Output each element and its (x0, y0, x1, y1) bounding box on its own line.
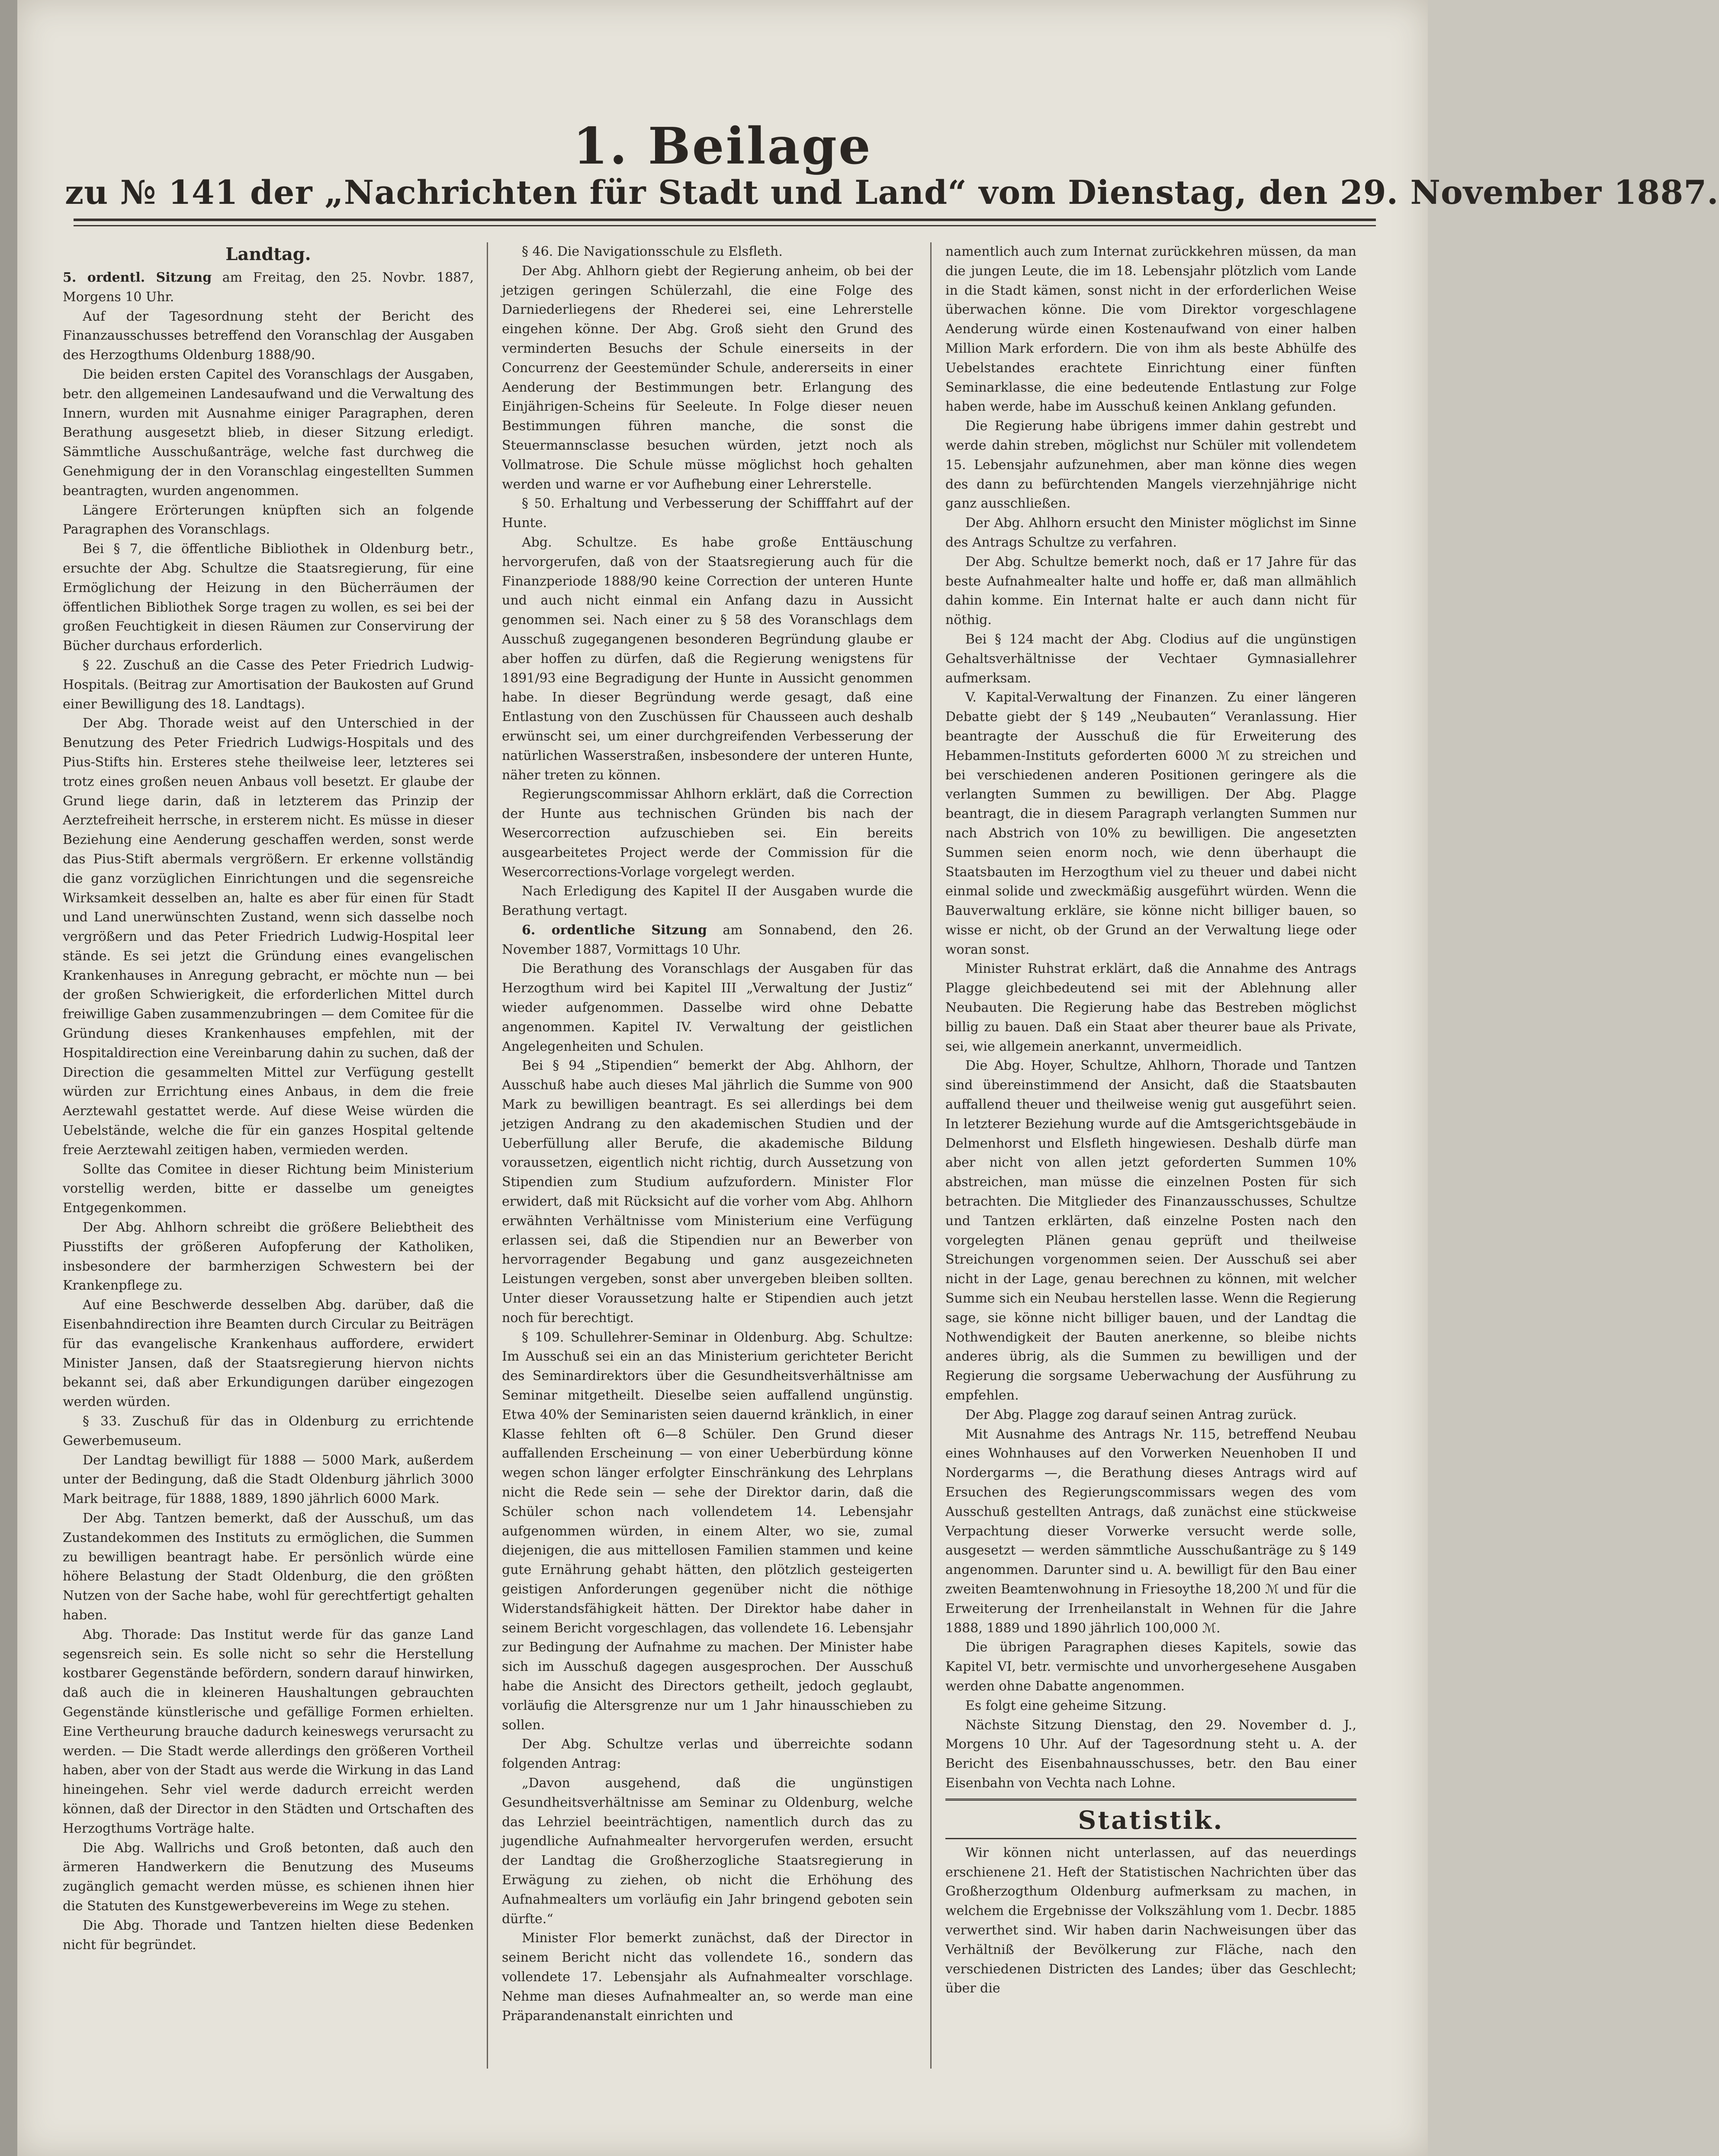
paragraph: Der Abg. Plagge zog darauf seinen Antrag zurück. (965, 1407, 1297, 1422)
paragraph: § 109. Schullehrer-Seminar in Oldenburg. Abg. Schultze: Im Ausschuß sei ein an das Ministerium gerichteter Bericht des Seminardirektors über die Gesundheitsverhältnisse am Seminar mitgetheilt. Dieselbe seien auffallend ungünstig. Etwa 40% der Seminaristen seien dauernd kränklich, in einer Klasse fehlten oft 6—8 Schüler. Den Grund dieser auffallenden Erscheinung — von einer Ueberbürdung könne wegen schon länger erfolgter Einschränkung des Lehrplans nicht die Rede sein — sehe der Direktor darin, daß die Schüler schon nach vollendetem 14. Lebensjahr aufgenommen würden, in einem Alter, wo sie, zumal diejenigen, die aus mittellosen Familien stammen und keine gute Ernährung gehabt hätten, den plötzlich gesteigerten geistigen Anforderungen gegenüber nicht die nöthige Widerstandsfähigkeit hätten. Der Direktor habe daher in seinem Bericht vorgeschlagen, das vollendete 16. Lebensjahr zur Bedingung der Aufnahme zu machen. Der Minister habe sich im Ausschuß dagegen ausgesprochen. Der Ausschuß habe die Ansicht des Directors getheilt, jedoch geglaubt, vorläufig die Altersgrenze nur um 1 Jahr hinausschieben zu sollen. (502, 1329, 913, 1733)
paragraph: Die Abg. Wallrichs und Groß betonten, daß auch den ärmeren Handwerkern die Benutzung des Museums zugänglich gemacht werden müsse, es schienen ihnen hier die Statuten des Kunstgewerbevereins im Wege zu stehen. (63, 1840, 474, 1914)
paragraph: Die übrigen Paragraphen dieses Kapitels, sowie das Kapitel VI, betr. vermischte und unvorhergesehene Ausgaben werden ohne Dabatte angenommen. (945, 1640, 1356, 1694)
paragraph: Die Berathung des Voranschlags der Ausgaben für das Herzogthum wird bei Kapitel III „Verwaltung der Justiz“ wieder aufgenommen. Dasselbe wird ohne Debatte angenommen. Kapitel IV. Verwaltung der geistlichen Angelegenheiten und Schulen. (502, 961, 913, 1054)
paragraph: Auf der Tagesordnung steht der Bericht des Finanzausschusses betreffend den Voranschlag der Ausgaben des Herzogthums Oldenburg 1888/90. (63, 309, 474, 363)
session-5-label: 5. ordentl. Sitzung (63, 270, 212, 285)
session-5-date: am Freitag, den 25. Novbr. 1887, Morgens 10 Uhr. (63, 270, 474, 305)
session-6-intro (502, 921, 913, 960)
paragraph: Auf eine Beschwerde desselben Abg. darüber, daß die Eisenbahndirection ihre Beamten durch Circular zu Beiträgen für das evangelische Krankenhaus auffordere, erwidert Minister Jansen, daß der Staatsregierung hiervon nichts bekannt sei, daß aber Erkundigungen darüber eingezogen werden würden. (63, 1297, 474, 1410)
header-rule-bottom (74, 225, 1376, 226)
paragraph: Wir können nicht unterlassen, auf das neuerdings erschienene 21. Heft der Statistischen Nachrichten über das Großherzogthum Oldenburg aufmerksam zu machen, in welchem die Ergebnisse der Volkszählung vom 1. Decbr. 1885 verwerthet sind. Wir haben darin Nachweisungen über das Verhältniß der Bevölkerung zur Fläche, nach den verschiedenen Districten des Landes; über das Geschlecht; über die (945, 1845, 1356, 1996)
paragraph: Es folgt eine geheime Sitzung. (965, 1698, 1167, 1713)
paragraph: Minister Flor bemerkt zunächst, daß der Director in seinem Bericht nicht das vollendete 16., sondern das vollendete 17. Lebensjahr als Aufnahmealter vorschlage. Nehme man dieses Aufnahmealter an, so werde man eine Präparandenanstalt einrichten und (502, 1931, 913, 2024)
paragraph: Bei § 124 macht der Abg. Clodius auf die ungünstigen Gehaltsverhältnisse der Vechtaer Gymnasiallehrer aufmerksam. (945, 631, 1356, 686)
paragraph: Die beiden ersten Capitel des Voranschlags der Ausgaben, betr. den allgemeinen Landesaufwand und die Verwaltung des Innern, wurden mit Ausnahme einiger Paragraphen, deren Berathung ausgesetzt blieb, in dieser Sitzung erledigt. Sämmtliche Ausschußanträge, welche fast durchweg die Genehmigung der in den Voranschlag eingestellten Summen beantragten, wurden angenommen. (63, 367, 474, 499)
paragraph: Die Regierung habe übrigens immer dahin gestrebt und werde dahin streben, möglichst nur Schüler mit vollendetem 15. Lebensjahr aufzunehmen, aber man könne dies wegen des dann zu befürchtenden Mangels vierzehnjährige nicht ganz ausschließen. (945, 418, 1356, 512)
paragraph: Längere Erörterungen knüpften sich an folgende Paragraphen des Voranschlags. (63, 502, 474, 537)
session-5-intro (63, 268, 474, 307)
supplement-title: 1. Beilage (573, 117, 872, 176)
paragraph: Abg. Schultze. Es habe große Enttäuschung hervorgerufen, daß von der Staatsregierung auch für die Finanzperiode 1888/90 keine Correction der unteren Hunte und auch nicht einmal ein Anfang dazu in Aussicht genommen sei. Nach einer zu § 58 des Voranschlags dem Ausschuß zugegangenen besonderen Begründung glaube er aber hoffen zu dürfen, daß die Regierung wenigstens für 1891/93 eine Begradigung der Hunte in Aussicht genommen habe. In dieser Begründung werde gesagt, daß eine Entlastung von den Zuschüssen für Chausseen auch deshalb erwünscht sei, um einer durchgreifenden Verbesserung der natürlichen Wasserstraßen, insbesondere der unteren Hunte, näher treten zu können. (502, 534, 913, 783)
paragraph: Die Abg. Hoyer, Schultze, Ahlhorn, Thorade und Tantzen sind übereinstimmend der Ansicht, daß die Staatsbauten auffallend theuer und theilweise wenig gut ausgeführt seien. In letzterer Beziehung wurde auf die Amtsgerichtsgebäude in Delmenhorst und Elsfleth hingewiesen. Deshalb dürfe man aber nicht von allen jetzt geforderten Summen 10% abstreichen, man müsse die einzelnen Posten für sich betrachten. Die Mitglieder des Finanzausschusses, Schultze und Tantzen erklärten, daß einzelne Posten nach den vorgelegten Plänen genau geprüft und theilweise Streichungen vorgenommen seien. Der Ausschuß sei aber nicht in der Lage, genau berechnen zu können, mit welcher Summe sich ein Neubau herstellen lasse. Wenn die Regierung sage, sie könne nicht billiger bauen, und der Landtag die Nothwendigkeit der Bauten anerkenne, so bleibe nichts anderes übrig, als die Summen zu bewilligen und der Regierung die sorgsame Ueberwachung der Ausführung zu empfehlen. (945, 1058, 1356, 1403)
paragraph: § 33. Zuschuß für das in Oldenburg zu errichtende Gewerbemuseum. (63, 1414, 474, 1448)
paragraph: Der Landtag bewilligt für 1888 — 5000 Mark, außerdem unter der Bedingung, daß die Stadt Oldenburg jährlich 3000 Mark beitrage, für 1888, 1889, 1890 jährlich 6000 Mark. (63, 1452, 474, 1507)
book-spine (0, 0, 17, 2156)
section-heading-statistik: Statistik. (1078, 1805, 1224, 1835)
paragraph: Der Abg. Thorade weist auf den Unterschied in der Benutzung des Peter Friedrich Ludwigs-Hospitals und des Pius-Stifts hin. Ersteres stehe theilweise leer, letzteres sei trotz eines großen neuen Anbaus voll besetzt. Er glaube der Grund liege darin, daß in letzterem das Prinzip der Aerztefreiheit herrsche, in ersterem nicht. Es müsse in dieser Beziehung eine Aenderung geschaffen werden, sonst werde das Pius-Stift abermals vergrößern. Er erkenne vollständig die ganz vorzüglichen Einrichtungen und die segensreiche Wirksamkeit desselben an, halte es aber für einen für Stadt und Land unerwünschten Zustand, wenn sich dasselbe noch vergrößern und das Peter Friedrich Ludwig-Hospital leer stände. Es sei jetzt die Gründung eines evangelischen Krankenhauses in Anregung gebracht, er möchte nun — bei der großen Schwierigkeit, die erforderlichen Mittel durch freiwillige Gaben zusammenzubringen — dem Comitee für die Gründung dieses Krankenhauses empfehlen, mit der Hospitaldirection eine Vereinbarung dahin zu suchen, daß der Direction die gesammelten Mittel zur Verfügung gestellt würden zur Errichtung eines Anbaus, in dem die freie Aerztewahl gestattet werde. Auf diese Weise würden die Uebelstände, welche die für ein ganzes Hospital geltende freie Aerztewahl zeitigen haben, vermieden werden. (63, 716, 474, 1158)
paragraph: Minister Ruhstrat erklärt, daß die Annahme des Antrags Plagge gleichbedeutend sei mit der Ablehnung aller Neubauten. Die Regierung habe das Bestreben möglichst billig zu bauen. Daß ein Staat aber theurer baue als Private, sei, wie allgemein anerkannt, unvermeidlich. (945, 961, 1356, 1054)
paragraph: Der Abg. Ahlhorn schreibt die größere Beliebtheit des Piusstifts der größeren Aufopferung der Katholiken, insbesondere der barmherzigen Schwestern bei der Krankenpflege zu. (63, 1220, 474, 1294)
paragraph: Regierungscommissar Ahlhorn erklärt, daß die Correction der Hunte aus technischen Gründen bis nach der Wesercorrection aufzuschieben sei. Ein bereits ausgearbeitetes Project werde der Commission für die Wesercorrections-Vorlage vorgelegt werden. (502, 787, 913, 880)
section-heading-landtag: Landtag. (225, 244, 311, 264)
header-rule-top (74, 219, 1376, 221)
newspaper-page (17, 0, 1719, 2156)
paragraph: Bei § 94 „Stipendien“ bemerkt der Abg. Ahlhorn, der Ausschuß habe auch dieses Mal jährlich die Summe von 900 Mark zu bewilligen beantragt. Es sei allerdings bei dem jetzigen Andrang zu den akademischen Studien und der Ueberfüllung aller Berufe, die akademische Bildung voraussetzen, eigentlich nicht richtig, durch Aussetzung von Stipendien zum Studium aufzufordern. Minister Flor erwidert, daß mit Rücksicht auf die vorher vom Abg. Ahlhorn erwähnten Verhältnisse vom Ministerium eine Verfügung erlassen sei, daß die Stipendien nur an Bewerber von hervorragender Begabung und ganz ausgezeichneten Leistungen vergeben, sonst aber unvergeben bleiben sollten. Unter dieser Voraussetzung halte er Stipendien auch jetzt noch für berechtigt. (502, 1058, 913, 1326)
paragraph: Mit Ausnahme des Antrags Nr. 115, betreffend Neubau eines Wohnhauses auf den Vorwerken Neuenhoben II und Nordergarms —, die Berathung dieses Antrags wird auf Ersuchen des Regierungscommissars wegen des vom Ausschuß gestellten Antrags, daß zunächst eine stückweise Verpachtung dieser Vorwerke versucht werde solle, ausgesetzt — werden sämmtliche Ausschußanträge zu § 149 angenommen. Darunter sind u. A. bewilligt für den Bau einer zweiten Beamtenwohnung in Friesoythe 18,200 ℳ und für die Erweiterung der Irrenheilanstalt in Wehnen für die Jahre 1888, 1889 und 1890 jährlich 100,000 ℳ. (945, 1426, 1356, 1636)
paragraph: Der Abg. Schultze verlas und überreichte sodann folgenden Antrag: (502, 1737, 913, 1772)
paragraph: Der Abg. Ahlhorn giebt der Regierung anheim, ob bei der jetzigen geringen Schülerzahl, die eine Folge des Darniederliegens der Rhederei sei, eine Lehrerstelle eingehen könne. Der Abg. Groß sieht den Grund des verminderten Besuchs der Schule einerseits in der Concurrenz der Geestemünder Schule, andererseits in einer Aenderung der Bestimmungen betr. Erlangung des Einjährigen-Scheins für Seeleute. In Folge dieser neuen Bestimmungen führen manche, die sonst die Steuermannsclasse besuchen würden, jetzt noch als Vollmatrose. Die Schule müsse möglichst hoch gehalten werden und warne er vor Aufhebung einer Lehrerstelle. (502, 263, 913, 492)
paragraph: § 46. Die Navigationsschule zu Elsfleth. (522, 244, 783, 259)
paragraph: Der Abg. Ahlhorn ersucht den Minister möglichst im Sinne des Antrags Schultze zu verfahren. (945, 515, 1356, 550)
paragraph: Nächste Sitzung Dienstag, den 29. November d. J., Morgens 10 Uhr. Auf der Tagesordnung steht u. A. der Bericht des Eisenbahnausschusses, betr. den Bau einer Eisenbahn von Vechta nach Lohne. (945, 1717, 1356, 1791)
column-3 (945, 242, 1356, 2069)
column-divider-2 (930, 242, 932, 2069)
paragraph: Bei § 7, die öffentliche Bibliothek in Oldenburg betr., ersuchte der Abg. Schultze die Staatsregierung, für eine Ermöglichung der Heizung in den Bücherräumen der öffentlichen Bibliothek Sorge tragen zu wollen, es sei bei der großen Feuchtigkeit in diesen Räumen zur Conservirung der Bücher durchaus erforderlich. (63, 541, 474, 654)
paragraph: Sollte das Comitee in dieser Richtung beim Ministerium vorstellig werden, bitte er dasselbe um geneigtes Entgegenkommen. (63, 1162, 474, 1216)
column-divider-1 (487, 242, 488, 2069)
paragraph: Der Abg. Schultze bemerkt noch, daß er 17 Jahre für das beste Aufnahmealter halte und hoffe er, daß man allmählich dahin komme. Ein Internat halte er auch dann nicht für nöthig. (945, 554, 1356, 628)
paragraph: Nach Erledigung des Kapitel II der Ausgaben wurde die Berathung vertagt. (502, 884, 913, 919)
paragraph: § 50. Erhaltung und Verbesserung der Schifffahrt auf der Hunte. (502, 496, 913, 531)
session-6-date: am Sonnabend, den 26. November 1887, Vormittags 10 Uhr. (502, 922, 913, 957)
column-2 (502, 242, 913, 2069)
motion-text: „Davon ausgehend, daß die ungünstigen Gesundheitsverhältnisse am Seminar zu Oldenburg, welche das Lehrziel beeinträchtigen, namentlich durch das zu jugendliche Aufnahmealter hervorgerufen werden, ersucht der Landtag die Großherzogliche Staatsregierung in Erwägung zu ziehen, ob nicht die Erhöhung des Aufnahmealters um vorläufig ein Jahr bringend geboten sein dürfte.“ (502, 1775, 913, 1927)
paragraph: namentlich auch zum Internat zurückkehren müssen, da man die jungen Leute, die im 18. Lebensjahr plötzlich vom Lande in die Stadt kämen, sonst nicht in der erforderlichen Weise überwachen könne. Die vom Direktor vorgeschlagene Aenderung würde einen Kostenaufwand von einer halben Million Mark erfordern. Die von ihm als beste Abhülfe des Uebelstandes erachtete Einrichtung einer fünften Seminarklasse, die eine bedeutende Entlastung zur Folge haben werde, habe im Ausschuß keinen Anklang gefunden. (945, 244, 1356, 415)
section-divider-thin (945, 1838, 1356, 1839)
paragraph: § 22. Zuschuß an die Casse des Peter Friedrich Ludwig-Hospitals. (Beitrag zur Amortisation der Baukosten auf Grund einer Bewilligung des 18. Landtags). (63, 657, 474, 712)
paragraph: V. Kapital-Verwaltung der Finanzen. Zu einer längeren Debatte giebt der § 149 „Neubauten“ Veranlassung. Hier beantragte der Ausschuß die für Erweiterung des Hebammen-Instituts geforderten 6000 ℳ zu streichen und bei verschiedenen anderen Positionen geringere als die verlangten Summen zu bewilligen. Der Abg. Plagge beantragt, die in diesem Paragraph verlangten Summen nur nach Abstrich von 10% zu bewilligen. Die angesetzten Summen seien enorm noch, wie denn überhaupt die Staatsbauten im Herzogthum viel zu theuer und dabei nicht einmal solide und zweckmäßig ausgeführt würden. Wenn die Bauverwaltung erkläre, sie könne nicht billiger bauen, so wisse er nicht, ob der Grund an der Verwaltung liege oder woran sonst. (945, 690, 1356, 957)
paragraph: Die Abg. Thorade und Tantzen hielten diese Bedenken nicht für begründet. (63, 1918, 474, 1953)
paragraph: Abg. Thorade: Das Institut werde für das ganze Land segensreich sein. Es solle nicht so sehr die Herstellung kostbarer Gegenstände befördern, sondern darauf hinwirken, daß auch die in kleineren Haushaltungen gebrauchten Gegenstände künstlerische und gefällige Formen erhielten. Eine Vertheurung brauche dadurch keineswegs verursacht zu werden. — Die Stadt werde allerdings den größeren Vortheil haben, aber von der Stadt aus werde die Wirkung in das Land hineingehen. Sehr viel werde dadurch erreicht werden können, daß der Director in den Städten und Ortschaften des Herzogthums Vorträge halte. (63, 1627, 474, 1836)
issue-subtitle: zu № 141 der „Nachrichten für Stadt und Land“ vom Dienstag, den 29. November 1887. (65, 173, 1719, 212)
paragraph: Der Abg. Tantzen bemerkt, daß der Ausschuß, um das Zustandekommen des Instituts zu ermöglichen, die Summen zu bewilligen beantragt habe. Er persönlich würde eine höhere Belastung der Stadt Oldenburg, die den größten Nutzen von der Sache habe, wohl für gerechtfertigt gehalten haben. (63, 1511, 474, 1623)
column-1 (63, 242, 474, 2069)
section-divider (945, 1799, 1356, 1801)
session-6-label: 6. ordentliche Sitzung (522, 922, 707, 938)
